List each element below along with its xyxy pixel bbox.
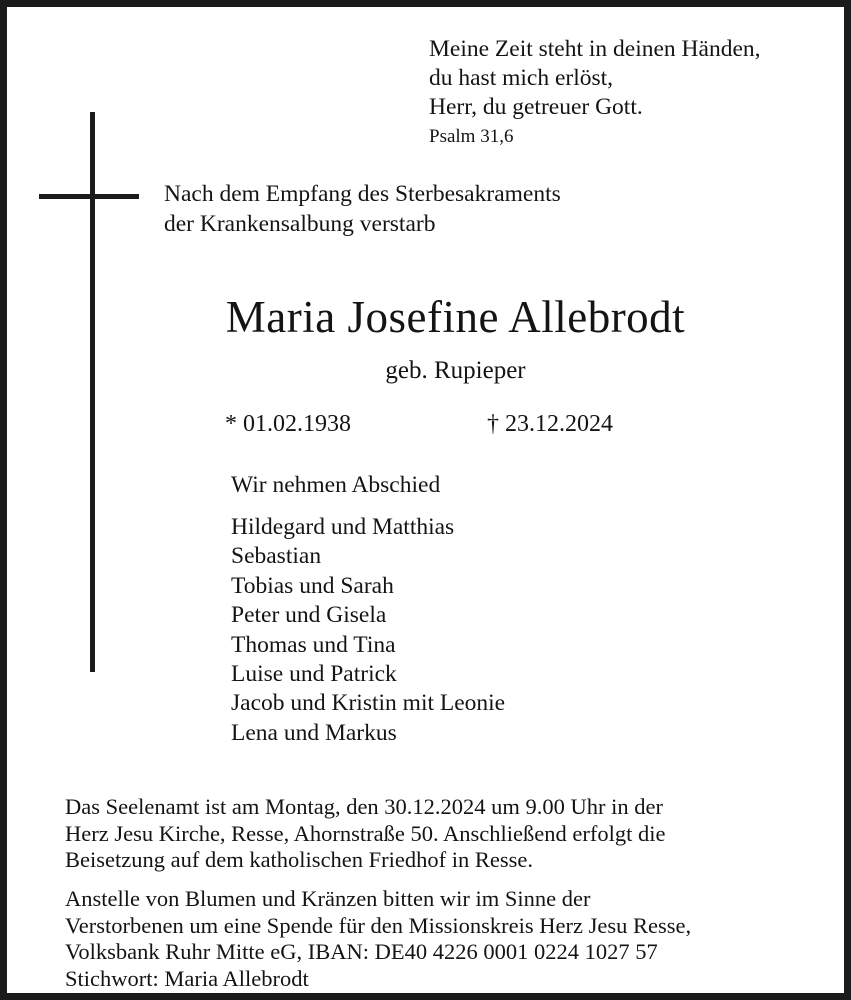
sacrament-line-2: der Krankensalbung verstarb [164, 211, 436, 237]
donation-line-1: Anstelle von Blumen und Kränzen bitten wir im Sinne der [65, 886, 591, 911]
donation-line-2: Verstorbenen um eine Spende für den Missionskreis Herz Jesu Resse, [65, 912, 692, 938]
verse-line-3: Herr, du getreuer Gott. [429, 94, 643, 120]
obituary-content [7, 7, 844, 993]
list-item: Tobias und Sarah [231, 572, 394, 599]
verse-line-1: Meine Zeit steht in deinen Händen, [429, 36, 761, 62]
deceased-maiden-name: geb. Rupieper [385, 357, 526, 384]
christian-cross-icon [77, 112, 167, 682]
verse-line-2: du hast mich erlöst, [429, 65, 614, 91]
list-item: Jacob und Kristin mit Leonie [231, 690, 506, 717]
list-item: Hildegard und Matthias [231, 514, 455, 540]
life-dates [225, 408, 745, 440]
funeral-service-details [65, 794, 805, 874]
birth-date: * 01.02.1938 [225, 411, 351, 437]
farewell-heading: Wir nehmen Abschied [231, 472, 441, 498]
donation-request [65, 886, 825, 992]
donation-line-3: Volksbank Ruhr Mitte eG, IBAN: DE40 4226 0001 0224 1027 57 [65, 939, 658, 964]
deceased-name: Maria Josefine Allebrodt [225, 292, 686, 342]
bible-verse [429, 35, 829, 150]
list-item: Sebastian [231, 543, 322, 570]
cross-horizontal-bar [39, 194, 139, 199]
death-date: † 23.12.2024 [487, 411, 613, 437]
list-item: Peter und Gisela [231, 602, 387, 629]
list-item: Thomas und Tina [231, 631, 396, 658]
service-line-2: Herz Jesu Kirche, Resse, Ahornstraße 50. Anschließend erfolgt die [65, 820, 666, 846]
donation-line-4: Stichwort: Maria Allebrodt [65, 965, 309, 991]
list-item: Luise und Patrick [231, 661, 397, 688]
service-line-1: Das Seelenamt ist am Montag, den 30.12.2024 um 9.00 Uhr in der [65, 794, 664, 819]
list-item: Lena und Markus [231, 719, 397, 746]
mourners-list [231, 513, 791, 748]
verse-reference: Psalm 31,6 [429, 126, 514, 147]
sacrament-line-1: Nach dem Empfang des Sterbesakraments [164, 181, 561, 207]
service-line-3: Beisetzung auf dem katholischen Friedhof in Resse. [65, 847, 534, 872]
sacrament-text [164, 179, 804, 239]
